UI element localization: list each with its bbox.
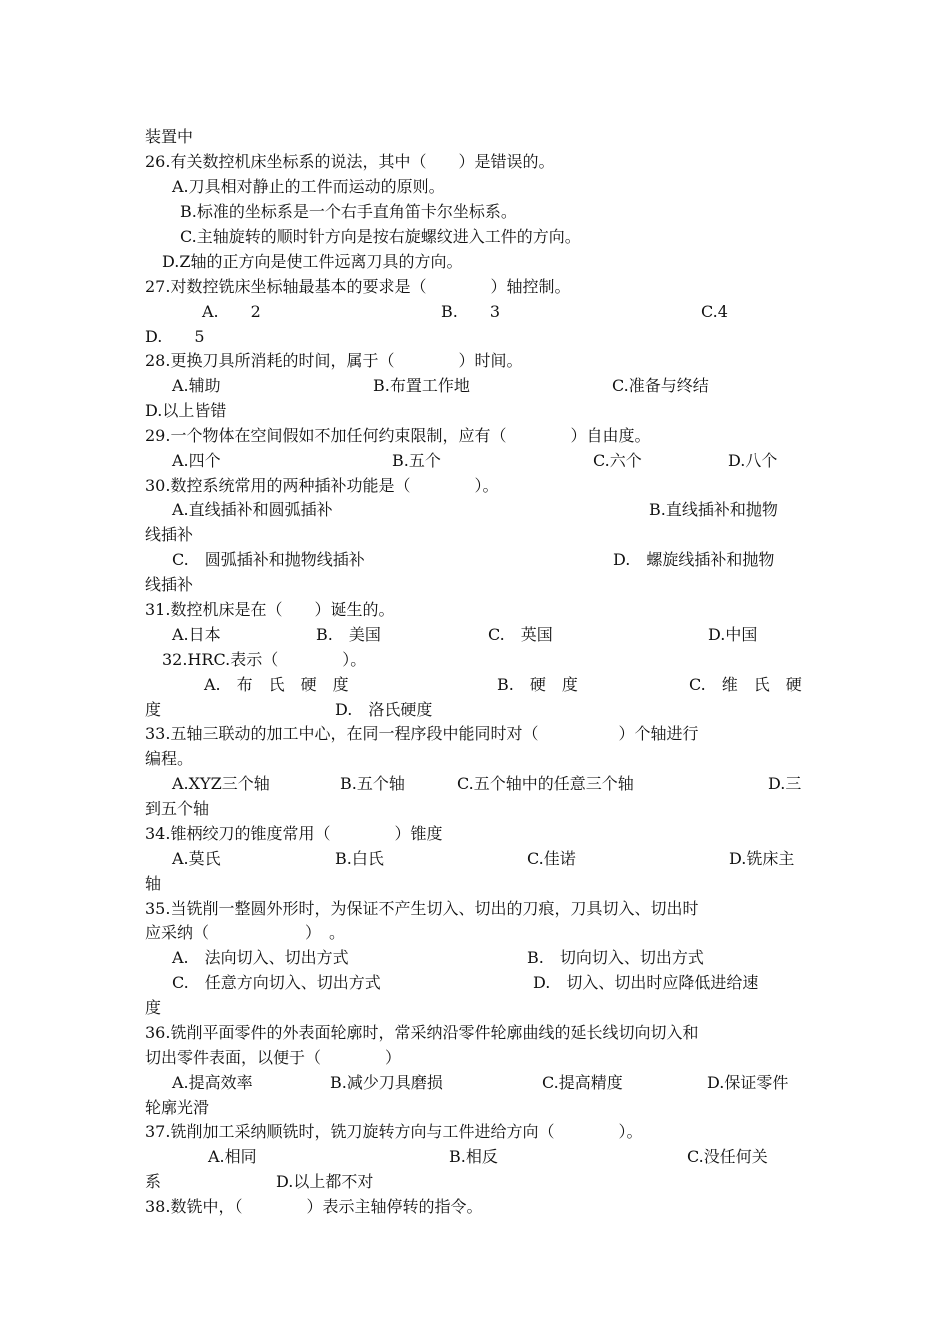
option-a: A.辅助 (172, 376, 221, 395)
option-d: D.以上都不对 (276, 1172, 374, 1191)
option-b: B.布置工作地 (373, 376, 470, 395)
text-line: 装置中 (145, 127, 194, 146)
option-d: D.Z轴的正方向是使工件远离刀具的方向。 (162, 252, 463, 271)
option-c: C.没任何关 (687, 1147, 768, 1166)
option-d: D.八个 (728, 451, 778, 470)
question-26: 26.有关数控机床坐标系的说法，其中（ ）是错误的。 (145, 152, 555, 171)
option-c: C.佳诺 (527, 849, 576, 868)
text-line: 编程。 (145, 749, 194, 768)
option-d: D.三 (768, 774, 802, 793)
option-c: C. 任意方向切入、切出方式 (172, 973, 381, 992)
option-a: A.莫氏 (172, 849, 221, 868)
question-31: 31.数控机床是在（ ）诞生的。 (145, 600, 395, 619)
question-38: 38.数铣中，（ ）表示主轴停转的指令。 (145, 1197, 483, 1216)
text-line: 轮廓光滑 (145, 1098, 210, 1117)
option-a: A.提高效率 (172, 1073, 253, 1092)
option-d: D.保证零件 (707, 1073, 789, 1092)
text-line: 度 (145, 700, 162, 719)
question-29: 29.一个物体在空间假如不加任何约束限制，应有（ ）自由度。 (145, 426, 651, 445)
option-b: B.五个轴 (340, 774, 405, 793)
text-line: 应采纳（ ） 。 (145, 923, 346, 942)
question-36: 36.铣削平面零件的外表面轮廓时，常采纳沿零件轮廓曲线的延长线切向切入和 (145, 1023, 699, 1042)
option-c: C.五个轴中的任意三个轴 (457, 774, 634, 793)
option-b: B.相反 (449, 1147, 498, 1166)
option-b: B.标准的坐标系是一个右手直角笛卡尔坐标系。 (180, 202, 517, 221)
option-a: A. 布 氏 硬 度 (204, 675, 349, 694)
option-d: D. 洛氏硬度 (335, 700, 433, 719)
option-b: B. 3 (441, 302, 501, 321)
option-a: A. 2 (202, 302, 261, 321)
option-b: B. 美国 (316, 625, 381, 644)
option-c: C.六个 (593, 451, 642, 470)
text-line: 到五个轴 (145, 799, 210, 818)
option-a: A.刀具相对静止的工件而运动的原则。 (172, 177, 445, 196)
option-d: D. 切入、切出时应降低进给速 (533, 973, 759, 992)
option-d: D.中国 (708, 625, 758, 644)
text-line: 切出零件表面，以便于（ ） (145, 1048, 402, 1067)
option-d: D. 5 (145, 327, 205, 346)
question-28: 28.更换刀具所消耗的时间，属于（ ）时间。 (145, 351, 523, 370)
option-b: B.五个 (392, 451, 441, 470)
question-32: 32.HRC.表示（ ）。 (162, 650, 367, 669)
option-d: D. 螺旋线插补和抛物 (613, 550, 775, 569)
option-a: A. 法向切入、切出方式 (172, 948, 349, 967)
question-33: 33.五轴三联动的加工中心，在同一程序段中能同时对（ ）个轴进行 (145, 724, 699, 743)
text-line: 线插补 (145, 525, 194, 544)
option-c: C.主轴旋转的顺时针方向是按右旋螺纹进入工件的方向。 (180, 227, 581, 246)
option-b: B. 硬 度 (497, 675, 578, 694)
option-c: C. 圆弧插补和抛物线插补 (172, 550, 365, 569)
text-line: 轴 (145, 874, 162, 893)
option-a: A.直线插补和圆弧插补 (172, 500, 333, 519)
question-34: 34.锥柄绞刀的锥度常用（ ）锥度 (145, 824, 443, 843)
question-35: 35.当铣削一整圆外形时，为保证不产生切入、切出的刀痕，刀具切入、切出时 (145, 899, 699, 918)
question-30: 30.数控系统常用的两种插补功能是（ ）。 (145, 476, 499, 495)
option-a: A.相同 (208, 1147, 257, 1166)
option-b: B. 切向切入、切出方式 (527, 948, 704, 967)
question-27: 27.对数控铣床坐标轴最基本的要求是（ ）轴控制。 (145, 277, 571, 296)
option-b: B.直线插补和抛物 (649, 500, 778, 519)
option-b: B.减少刀具磨损 (330, 1073, 443, 1092)
option-c: C.提高精度 (542, 1073, 623, 1092)
option-d: D.铣床主 (729, 849, 795, 868)
option-a: A.XYZ三个轴 (172, 774, 270, 793)
text-line: 线插补 (145, 575, 194, 594)
option-c: C. 英国 (488, 625, 553, 644)
option-c: C. 维 氏 硬 (689, 675, 802, 694)
question-37: 37.铣削加工采纳顺铣时，铣刀旋转方向与工件进给方向（ ）。 (145, 1122, 643, 1141)
option-c: C.准备与终结 (612, 376, 709, 395)
option-b: B.白氏 (335, 849, 384, 868)
text-line: 度 (145, 998, 162, 1017)
text-line: 系 (145, 1172, 162, 1191)
option-c: C.4 (701, 302, 728, 321)
option-a: A.四个 (172, 451, 221, 470)
option-a: A.日本 (172, 625, 221, 644)
option-d: D.以上皆错 (145, 401, 227, 420)
